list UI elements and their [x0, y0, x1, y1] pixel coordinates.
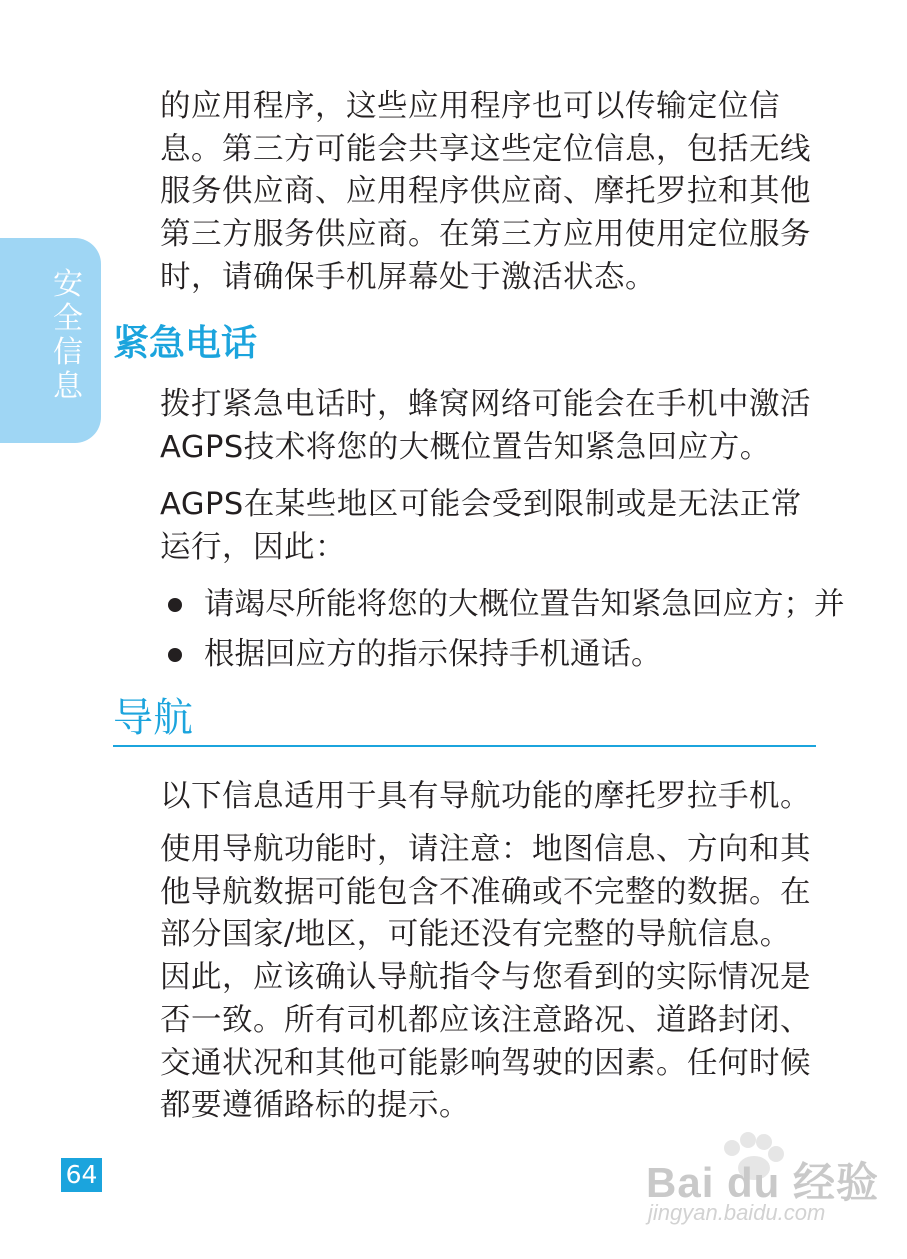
- side-tab-label: [50, 268, 86, 404]
- navigation-paragraph-1: 以下信息适用于具有导航功能的摩托罗拉手机。: [160, 779, 811, 814]
- side-tab-char: 信: [53, 335, 83, 370]
- side-tab-char: 全: [53, 301, 83, 336]
- emergency-paragraph-1: 拨打紧急电话时，蜂窝网络可能会在手机中激活AGPS技术将您的大概位置告知紧急回应方。: [160, 387, 811, 465]
- navigation-paragraph-2: 使用导航功能时，请注意：地图信息、方向和其他导航数据可能包含不准确或不完整的数据。在部分国家/地区，可能还没有完整的导航信息。因此，应该确认导航指令与您看到的实际情况是否一致。所有司机都应该注意路况、道路封闭、交通状况和其他可能影响驾驶的因素。任何时候都要遵循路标的提示。: [160, 832, 811, 1124]
- list-item-text: 根据回应方的指示保持手机通话。: [204, 637, 662, 672]
- side-tab-char: 安: [53, 267, 83, 302]
- page-number: 64: [61, 1158, 102, 1192]
- watermark-url: jingyan.baidu.com: [648, 1200, 826, 1225]
- section-title-navigation: 导航: [113, 695, 193, 741]
- bullet-icon: [168, 598, 182, 612]
- side-tab-char: 息: [53, 369, 83, 404]
- section-divider: [113, 745, 816, 747]
- list-item-text: 请竭尽所能将您的大概位置告知紧急回应方；并: [204, 587, 845, 622]
- bullet-icon: [168, 648, 182, 662]
- section-title-emergency: 紧急电话: [113, 323, 258, 364]
- watermark-brand: Bai du 经验: [646, 1159, 880, 1206]
- intro-paragraph: 的应用程序，这些应用程序也可以传输定位信息。第三方可能会共享这些定位信息，包括无线服务供应商、应用程序供应商、摩托罗拉和其他第三方服务供应商。在第三方应用使用定位服务时，请确保手机屏幕处于激活状态。: [160, 89, 811, 295]
- emergency-paragraph-2: AGPS在某些地区可能会受到限制或是无法正常运行，因此：: [160, 487, 802, 565]
